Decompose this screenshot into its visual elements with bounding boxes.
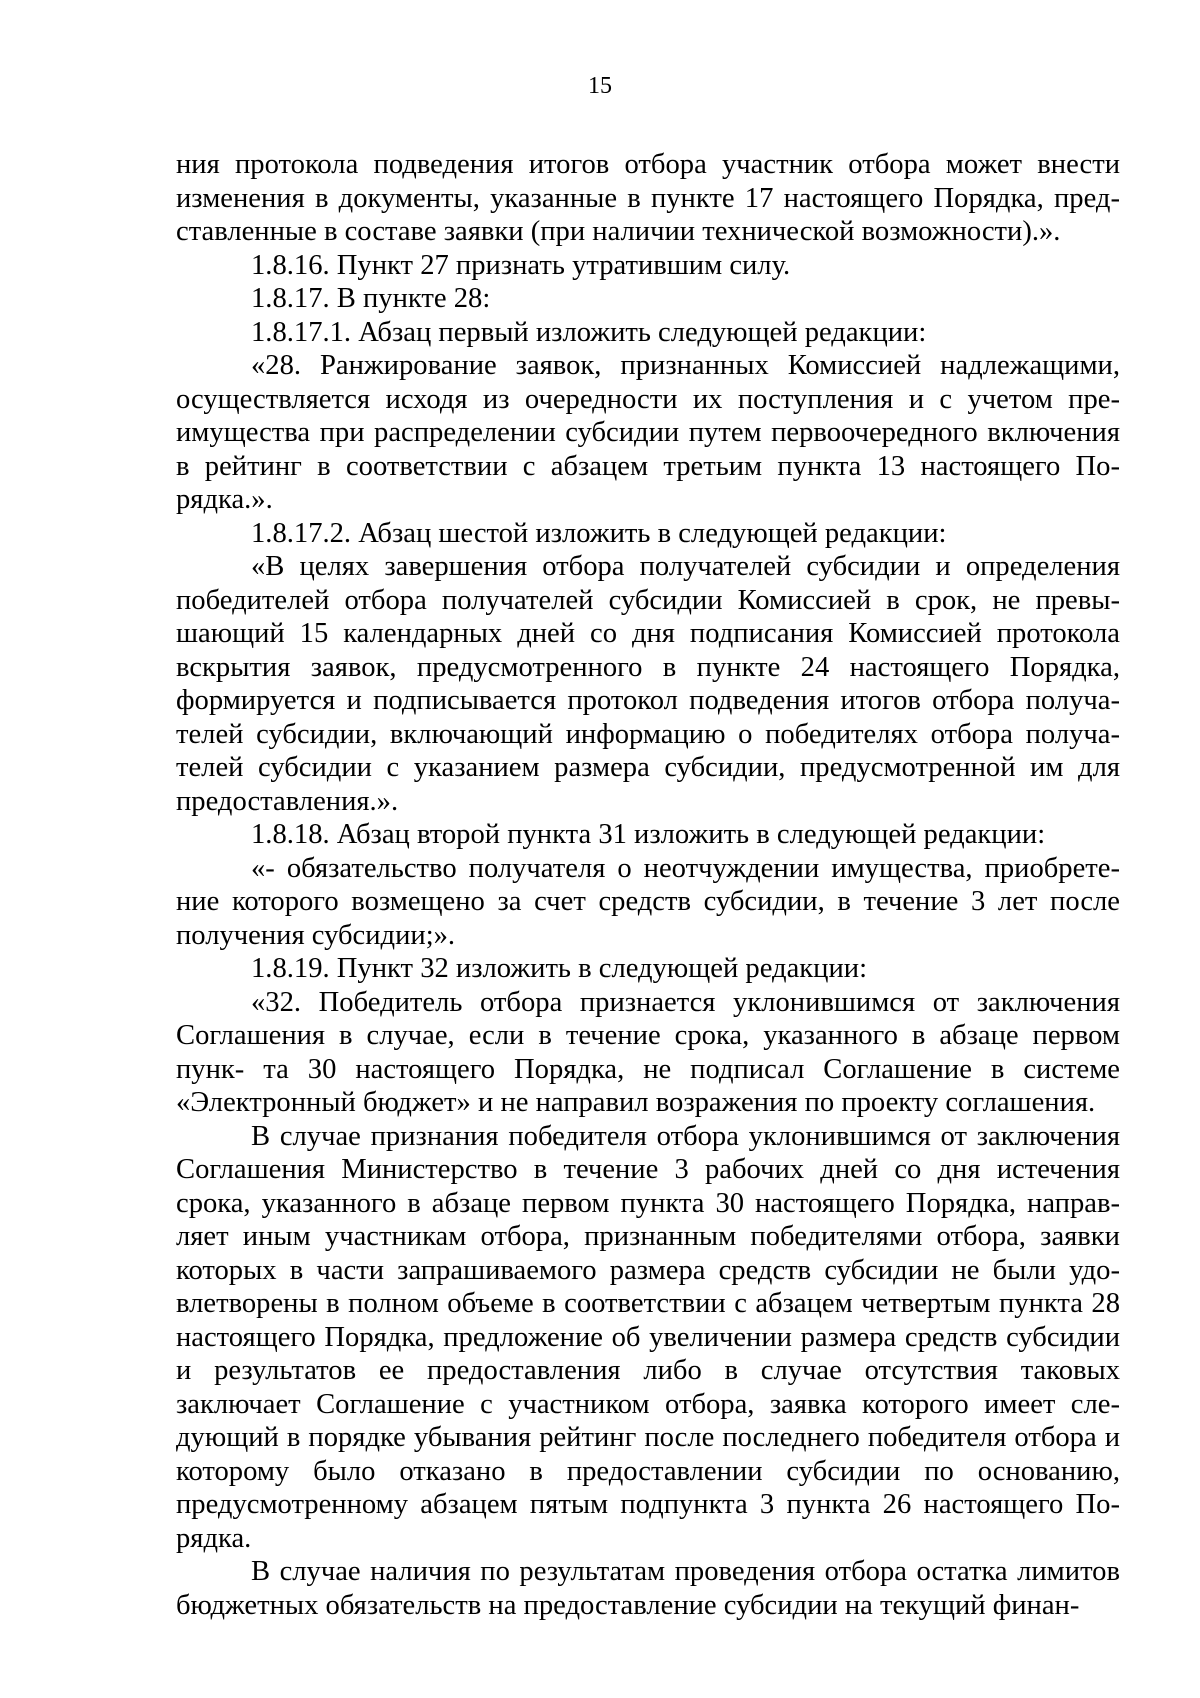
paragraph: 1.8.16. Пункт 27 признать утратившим силу.	[251, 249, 791, 281]
paragraph: «- обязательство получателя о неотчуждении имущества, приобретение которого возмещено за счет средств субсидии, в течение 3 лет после получения субсидии;».	[176, 852, 1120, 951]
paragraph: ния протокола подведения итогов отбора участник отбора может внести изменения в документы, указанные в пункте 17 настоящего Порядка, представленные в составе заявки (при наличии технической возможности).».	[176, 149, 1120, 247]
paragraph: 1.8.19. Пункт 32 изложить в следующей редакции:	[251, 953, 868, 984]
paragraph: 1.8.17.2. Абзац шестой изложить в следующей редакции:	[251, 517, 947, 549]
paragraph: 1.8.17. В пункте 28:	[251, 283, 491, 314]
paragraph: В случае признания победителя отбора уклонившимся от заключения Соглашения Министерство в течение 3 рабочих дней со дня истечения срока, указанного в абзаце первом пункта 30 настоящего Порядка, направляет иным участникам отбора, признанным победителями отбора, заявки которых в части запрашиваемого размера средств субсидии не были удовлетворены в полном объеме в соответствии с абзацем четвертым пункта 28 настоящего Порядка, предложение об увеличении размера средств субсидии и результатов ее предоставления либо в случае отсутствия таковых заключает Соглашение с участником отбора, заявка которого имеет следующий в порядке убывания рейтинг после последнего победителя отбора и которому было отказано в предоставлении субсидии по основанию, предусмотренному абзацем пятым подпункта 3 пункта 26 настоящего Порядка.	[176, 1120, 1120, 1554]
paragraph: В случае наличия по результатам проведения отбора остатка лимитов бюджетных обязательств на предоставление субсидии на текущий финан-	[176, 1556, 1120, 1621]
paragraph: 1.8.18. Абзац второй пункта 31 изложить в следующей редакции:	[251, 819, 1046, 850]
page-number: 15	[588, 73, 612, 99]
paragraph: 1.8.17.1. Абзац первый изложить следующей редакции:	[251, 316, 927, 348]
document-body	[176, 148, 1120, 1622]
paragraph: «32. Победитель отбора признается уклонившимся от заключения Соглашения в случае, если в течение срока, указанного в абзаце первом пунк- та 30 настоящего Порядка, не подписал Соглашение в системе «Электронный бюджет» и не направил возражения по проекту соглашения.	[176, 986, 1120, 1118]
paragraph: «28. Ранжирование заявок, признанных Комиссией надлежащими, осуществляется исходя из очередности их поступления и с учетом преимущества при распределении субсидии путем первоочередного включения в рейтинг в соответствии с абзацем третьим пункта 13 настоящего Порядка.».	[176, 350, 1120, 515]
paragraph: «В целях завершения отбора получателей субсидии и определения победителей отбора получателей субсидии Комиссией в срок, не превышающий 15 календарных дней со дня подписания Комиссией протокола вскрытия заявок, предусмотренного в пункте 24 настоящего Порядка, формируется и подписывается протокол подведения итогов отбора получателей субсидии, включающий информацию о победителях отбора получателей субсидии с указанием размера субсидии, предусмотренной им для предоставления.».	[176, 551, 1120, 817]
